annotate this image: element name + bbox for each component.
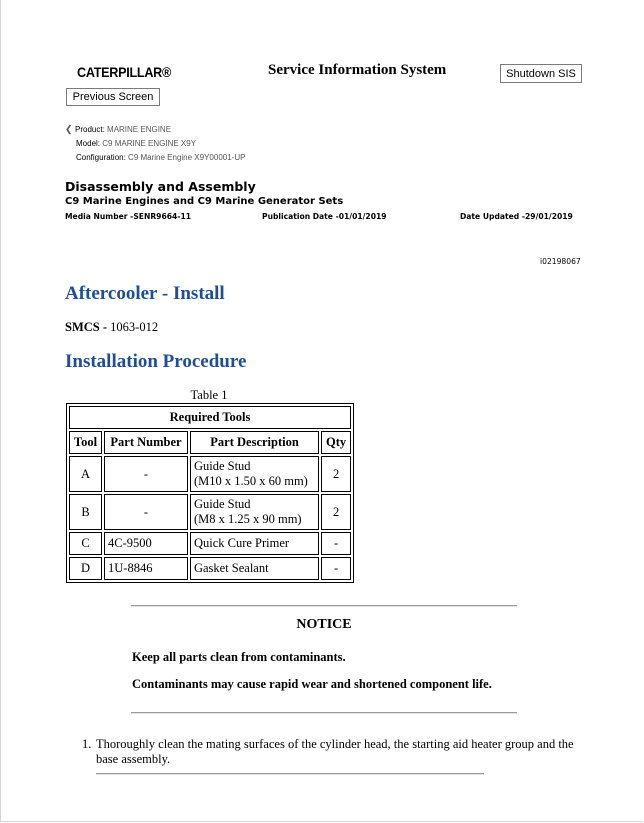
tool-cell: B — [69, 494, 102, 530]
model-value: C9 MARINE ENGINE X9Y — [102, 139, 197, 148]
publication-date: Publication Date -01/01/2019 — [262, 212, 387, 221]
step-text: Thoroughly clean the mating surfaces of the cylinder head, the starting aid heater group and the base assembly. — [96, 737, 574, 766]
shutdown-sis-button[interactable]: Shutdown SIS — [500, 64, 582, 83]
configuration-value: C9 Marine Engine X9Y00001-UP — [128, 153, 246, 162]
qty-cell: 2 — [321, 494, 351, 530]
part-description-cell: Gasket Sealant — [190, 557, 319, 580]
part-description-cell: Guide Stud (M10 x 1.50 x 60 mm) — [190, 456, 319, 492]
notice-divider-bottom — [131, 712, 517, 714]
qty-cell: 2 — [321, 456, 351, 492]
previous-screen-button[interactable]: Previous Screen — [66, 88, 160, 106]
chevron-left-icon[interactable]: ❮ — [65, 124, 73, 134]
table-row — [69, 532, 351, 555]
notice-divider-top — [131, 605, 517, 607]
column-header: Qty — [321, 431, 351, 454]
part-number-cell: 4C-9500 — [104, 532, 188, 555]
part-number-cell: 1U-8846 — [104, 557, 188, 580]
section-heading: Disassembly and Assembly — [65, 179, 256, 194]
media-number: Media Number -SENR9664-11 — [65, 212, 192, 221]
table-caption: Table 1 — [190, 388, 228, 402]
required-tools-table — [66, 403, 354, 583]
sis-title: Service Information System — [268, 62, 447, 78]
column-header: Part Number — [104, 431, 188, 454]
notice-title: NOTICE — [296, 617, 352, 632]
tool-cell: D — [69, 557, 102, 580]
tool-cell: C — [69, 532, 102, 555]
notice-text: Contaminants may cause rapid wear and shortened component life. — [132, 677, 492, 691]
step-number: 1. — [82, 737, 92, 751]
model-line: Model: C9 MARINE ENGINE X9Y — [76, 139, 197, 148]
configuration-line: Configuration: C9 Marine Engine X9Y00001-UP — [76, 153, 246, 162]
step-divider — [96, 773, 484, 775]
part-number-cell: - — [104, 456, 188, 492]
product-value: MARINE ENGINE — [107, 125, 172, 134]
smcs-code: SMCS - 1063-012 — [65, 320, 159, 334]
part-description-cell: Quick Cure Primer — [190, 532, 319, 555]
column-header: Tool — [69, 431, 102, 454]
qty-cell: - — [321, 557, 351, 580]
table-row — [69, 557, 351, 580]
part-description-cell: Guide Stud (M8 x 1.25 x 90 mm) — [190, 494, 319, 530]
caterpillar-logo: CATERPILLAR® — [77, 64, 172, 80]
procedure-step — [82, 737, 587, 767]
qty-cell: - — [321, 532, 351, 555]
table-row — [69, 456, 351, 492]
tool-cell: A — [69, 456, 102, 492]
document-id: i02198067 — [540, 257, 581, 266]
part-number-cell: - — [104, 494, 188, 530]
table-row — [69, 494, 351, 530]
table-title: Required Tools — [69, 406, 351, 429]
product-line: ❮ Product: MARINE ENGINE — [65, 124, 172, 134]
column-header: Part Description — [190, 431, 319, 454]
procedure-heading: Installation Procedure — [65, 351, 247, 372]
date-updated: Date Updated -29/01/2019 — [460, 212, 573, 221]
section-subtitle: C9 Marine Engines and C9 Marine Generator Sets — [65, 196, 344, 207]
notice-text: Keep all parts clean from contaminants. — [132, 650, 346, 664]
page-title: Aftercooler - Install — [65, 283, 225, 304]
